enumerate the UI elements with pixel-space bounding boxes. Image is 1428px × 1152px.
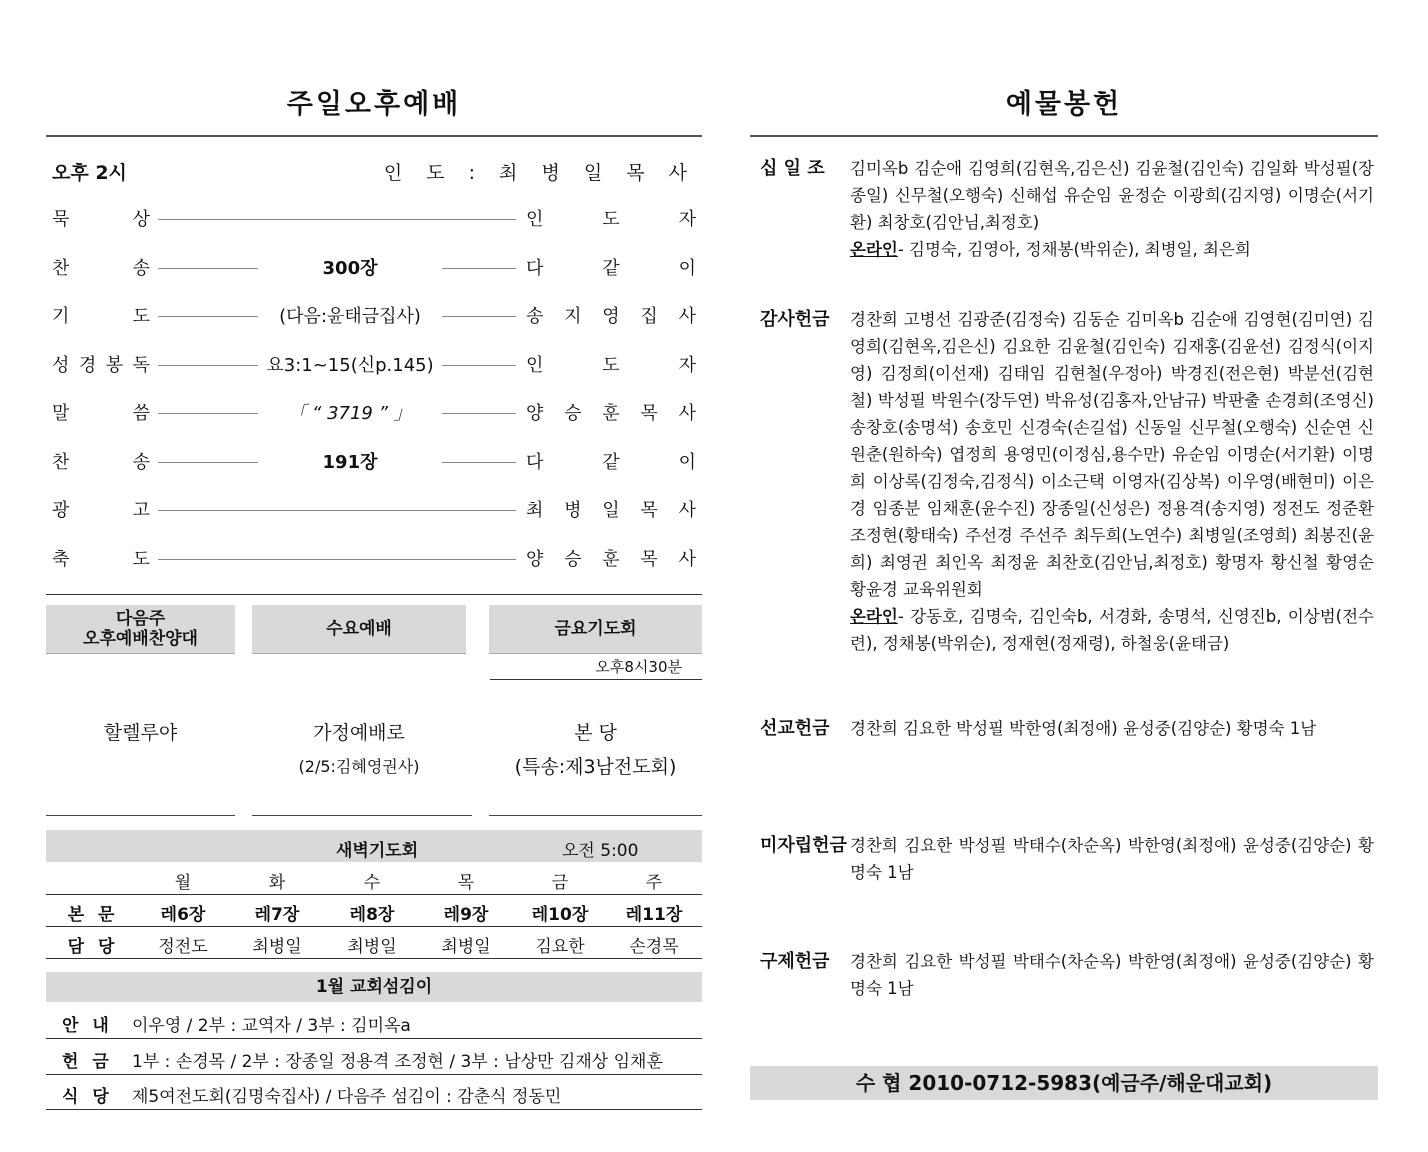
friday-label: 금요기도회	[554, 619, 637, 639]
wednesday-label: 수요예배	[326, 619, 392, 639]
offering-names	[850, 306, 1374, 657]
order-leader-line	[158, 559, 516, 560]
order-item-detail: 요3:1~15(신p.145)	[258, 351, 442, 377]
service-time: 오후 2시	[52, 162, 127, 184]
offering-label: 구제헌금	[760, 951, 830, 972]
order-row	[52, 448, 696, 478]
order-row	[52, 254, 696, 284]
offering-names	[850, 715, 1374, 742]
dawn-row	[46, 926, 702, 959]
friday-note: (특송:제3남전도회)	[514, 756, 677, 778]
title-divider	[46, 135, 702, 137]
servant-names: 이우영 / 2부 : 교역자 / 3부 : 김미옥a	[132, 1016, 411, 1036]
servant-names: 제5여전도회(김명숙집사) / 다음주 섬김이 : 감춘식 정동민	[132, 1087, 562, 1107]
order-item-person: 양 승 훈 목 사	[526, 403, 696, 424]
servant-role: 식 당	[62, 1087, 113, 1107]
dawn-leader: 최병일	[347, 937, 397, 957]
friday-box	[489, 605, 702, 654]
bank-account: 수 협 2010-0712-5983(예금주/해운대교회)	[750, 1066, 1378, 1100]
order-item-person: 다 같 이	[526, 258, 696, 279]
sub-divider	[46, 815, 235, 816]
next-choir-box	[46, 605, 235, 654]
servant-row	[46, 1004, 702, 1039]
offering-name-list: 경찬희 김요한 박성필 박한영(최정애) 윤성중(김양순) 황명숙 1남	[850, 719, 1317, 738]
friday-place: 본 당	[574, 722, 617, 744]
wednesday-sub	[252, 716, 466, 784]
order-row	[52, 302, 696, 332]
dawn-prayer-title: 새벽기도회	[336, 841, 419, 861]
order-item-detail: 191장	[258, 448, 442, 474]
offering-name-list: 경찬희 김요한 박성필 박태수(차순옥) 박한영(최정애) 윤성중(김양순) 황명숙 1남	[850, 952, 1374, 998]
servants-header: 1월 교회섬김이	[46, 972, 702, 1002]
offering-names	[850, 948, 1374, 1002]
dawn-row-label: 담 당	[67, 937, 119, 957]
dawn-leader: 정전도	[158, 937, 208, 957]
order-row	[52, 351, 696, 381]
choir-name: 할렐루야	[103, 722, 178, 744]
offerings-title: 예물봉헌	[1005, 89, 1123, 120]
dawn-row	[46, 894, 702, 927]
order-divider	[46, 594, 702, 595]
order-item-name: 묵 상	[52, 209, 150, 230]
dawn-day: 주	[645, 873, 663, 893]
online-names: - 강동호, 김명숙, 김인숙b, 서경화, 송명석, 신영진b, 이상범(전수련), 정채봉(박위순), 정재현(정재령), 하철웅(윤태금)	[850, 607, 1374, 653]
order-item-person: 인 도 자	[526, 355, 696, 376]
order-item-name: 축 도	[52, 549, 150, 570]
dawn-text: 레8장	[349, 905, 395, 925]
offering-label: 십 일 조	[760, 158, 825, 179]
page-title: 주일오후예배	[286, 89, 462, 120]
order-item-name: 성 경 봉 독	[52, 355, 150, 376]
choir-sub	[46, 716, 235, 750]
dawn-leader: 최병일	[441, 937, 491, 957]
order-item-person: 양 승 훈 목 사	[526, 549, 696, 570]
order-row	[52, 496, 696, 526]
order-item-detail: (다음:윤태금집사)	[258, 302, 442, 328]
offering-name-list: 김미옥b 김순애 김영희(김현옥,김은신) 김윤철(김인숙) 김일화 박성필(장종일) 신무철(오행숙) 신해섭 유순임 윤정순 이광희(김지영) 이명순(서기환) 최창호(김안님,최정호)	[850, 159, 1374, 232]
dawn-day: 월	[174, 873, 192, 893]
online-offering-line	[850, 603, 1374, 657]
servant-row	[46, 1040, 702, 1075]
order-item-person: 최 병 일 목 사	[526, 500, 696, 521]
offering-name-list: 경찬희 고병선 김광준(김정숙) 김동순 김미옥b 김순애 김영현(김미연) 김영희(김현옥,김은신) 김요한 김윤철(김인숙) 김재홍(김윤선) 김정식(이지영) 김정희(이선재) 김태임 김현철(우정아) 박경진(전은현) 박분선(김현철) 박성필 박원수(장두연) 박유성(김홍자,안남규) 박판출 손경희(조영신) 송창호(송명석) 송호민 신경숙(손길섭) 신동일 신무철(오행숙) 신순연 신원춘(원하숙) 엽정희 용영민(이정심,용수만) 유순임 이명순(서기환) 이명희 이상록(김정숙,김정식) 이소근택 이영자(김상복) 이우영(배현미) 이은경 임종분 임채훈(윤수진) 장종일(신성은) 정용격(송지영) 정전도 정준환 조정현(황태숙) 주선경 주선주 최두희(노연수) 최병일(조영희) 최봉진(윤희) 최영권 최인옥 최정윤 최찬호(김안님,최정호) 황명자 황신철 황영순 황윤경 교육위원회	[850, 310, 1374, 599]
dawn-day: 수	[363, 873, 381, 893]
servant-row	[46, 1075, 702, 1110]
order-header	[52, 158, 696, 188]
dawn-leader: 김요한	[535, 937, 585, 957]
order-row	[52, 205, 696, 235]
online-label: 온라인	[850, 607, 898, 626]
next-choir-label: 다음주 오후예배찬양대	[83, 609, 198, 649]
offering-label: 감사헌금	[760, 309, 830, 330]
servant-role: 안 내	[62, 1016, 113, 1036]
order-item-person: 다 같 이	[526, 452, 696, 473]
offering-label: 선교헌금	[760, 718, 830, 739]
wednesday-note: (2/5:김혜영권사)	[298, 757, 420, 776]
sub-divider	[252, 815, 472, 816]
online-names: - 김명숙, 김영아, 정채봉(박위순), 최병일, 최은희	[897, 240, 1251, 259]
order-item-name: 기 도	[52, 306, 150, 327]
order-item-name: 광 고	[52, 500, 150, 521]
order-leader-line	[158, 510, 516, 511]
dawn-text: 레11장	[625, 905, 683, 925]
dawn-prayer-header	[46, 830, 702, 862]
service-leader: 인 도 : 최 병 일 목 사	[383, 162, 696, 184]
wednesday-box	[252, 605, 466, 654]
order-item-name: 찬 송	[52, 452, 150, 473]
offering-name-list: 경찬희 김요한 박성필 박태수(차순옥) 박한영(최정애) 윤성중(김양순) 황명숙 1남	[850, 836, 1374, 882]
title-divider	[750, 135, 1378, 137]
sub-divider	[489, 815, 702, 816]
dawn-text: 레6장	[160, 905, 206, 925]
order-item-name: 말 씀	[52, 403, 150, 424]
order-item-name: 찬 송	[52, 258, 150, 279]
dawn-row	[46, 862, 702, 895]
servant-names: 1부 : 손경목 / 2부 : 장종일 정용격 조정현 / 3부 : 남상만 김재상 임채훈	[132, 1052, 663, 1072]
offering-label: 미자립헌금	[760, 835, 847, 856]
friday-time: 오후8시30분	[490, 656, 702, 680]
online-offering-line	[850, 236, 1374, 263]
offering-names	[850, 832, 1374, 886]
dawn-text: 레7장	[254, 905, 300, 925]
servant-role: 헌 금	[62, 1052, 113, 1072]
online-label: 온라인	[850, 240, 898, 259]
wednesday-place: 가정예배로	[313, 722, 405, 744]
dawn-day: 금	[551, 873, 569, 893]
offering-names	[850, 155, 1374, 263]
order-row	[52, 545, 696, 575]
dawn-prayer-time: 오전 5:00	[562, 841, 639, 861]
dawn-text: 레10장	[531, 905, 589, 925]
order-item-detail: 300장	[258, 254, 442, 280]
dawn-day: 목	[457, 873, 475, 893]
dawn-day: 화	[268, 873, 286, 893]
dawn-leader: 손경목	[629, 937, 679, 957]
order-item-person: 인 도 자	[526, 209, 696, 230]
order-row	[52, 399, 696, 429]
order-item-detail: 「 “ 3719 ” 」	[258, 399, 442, 425]
order-item-person: 송 지 영 집 사	[526, 306, 696, 327]
dawn-row-label: 본 문	[67, 905, 119, 925]
order-leader-line	[158, 219, 516, 220]
dawn-leader: 최병일	[252, 937, 302, 957]
dawn-text: 레9장	[443, 905, 489, 925]
friday-sub	[489, 716, 702, 784]
